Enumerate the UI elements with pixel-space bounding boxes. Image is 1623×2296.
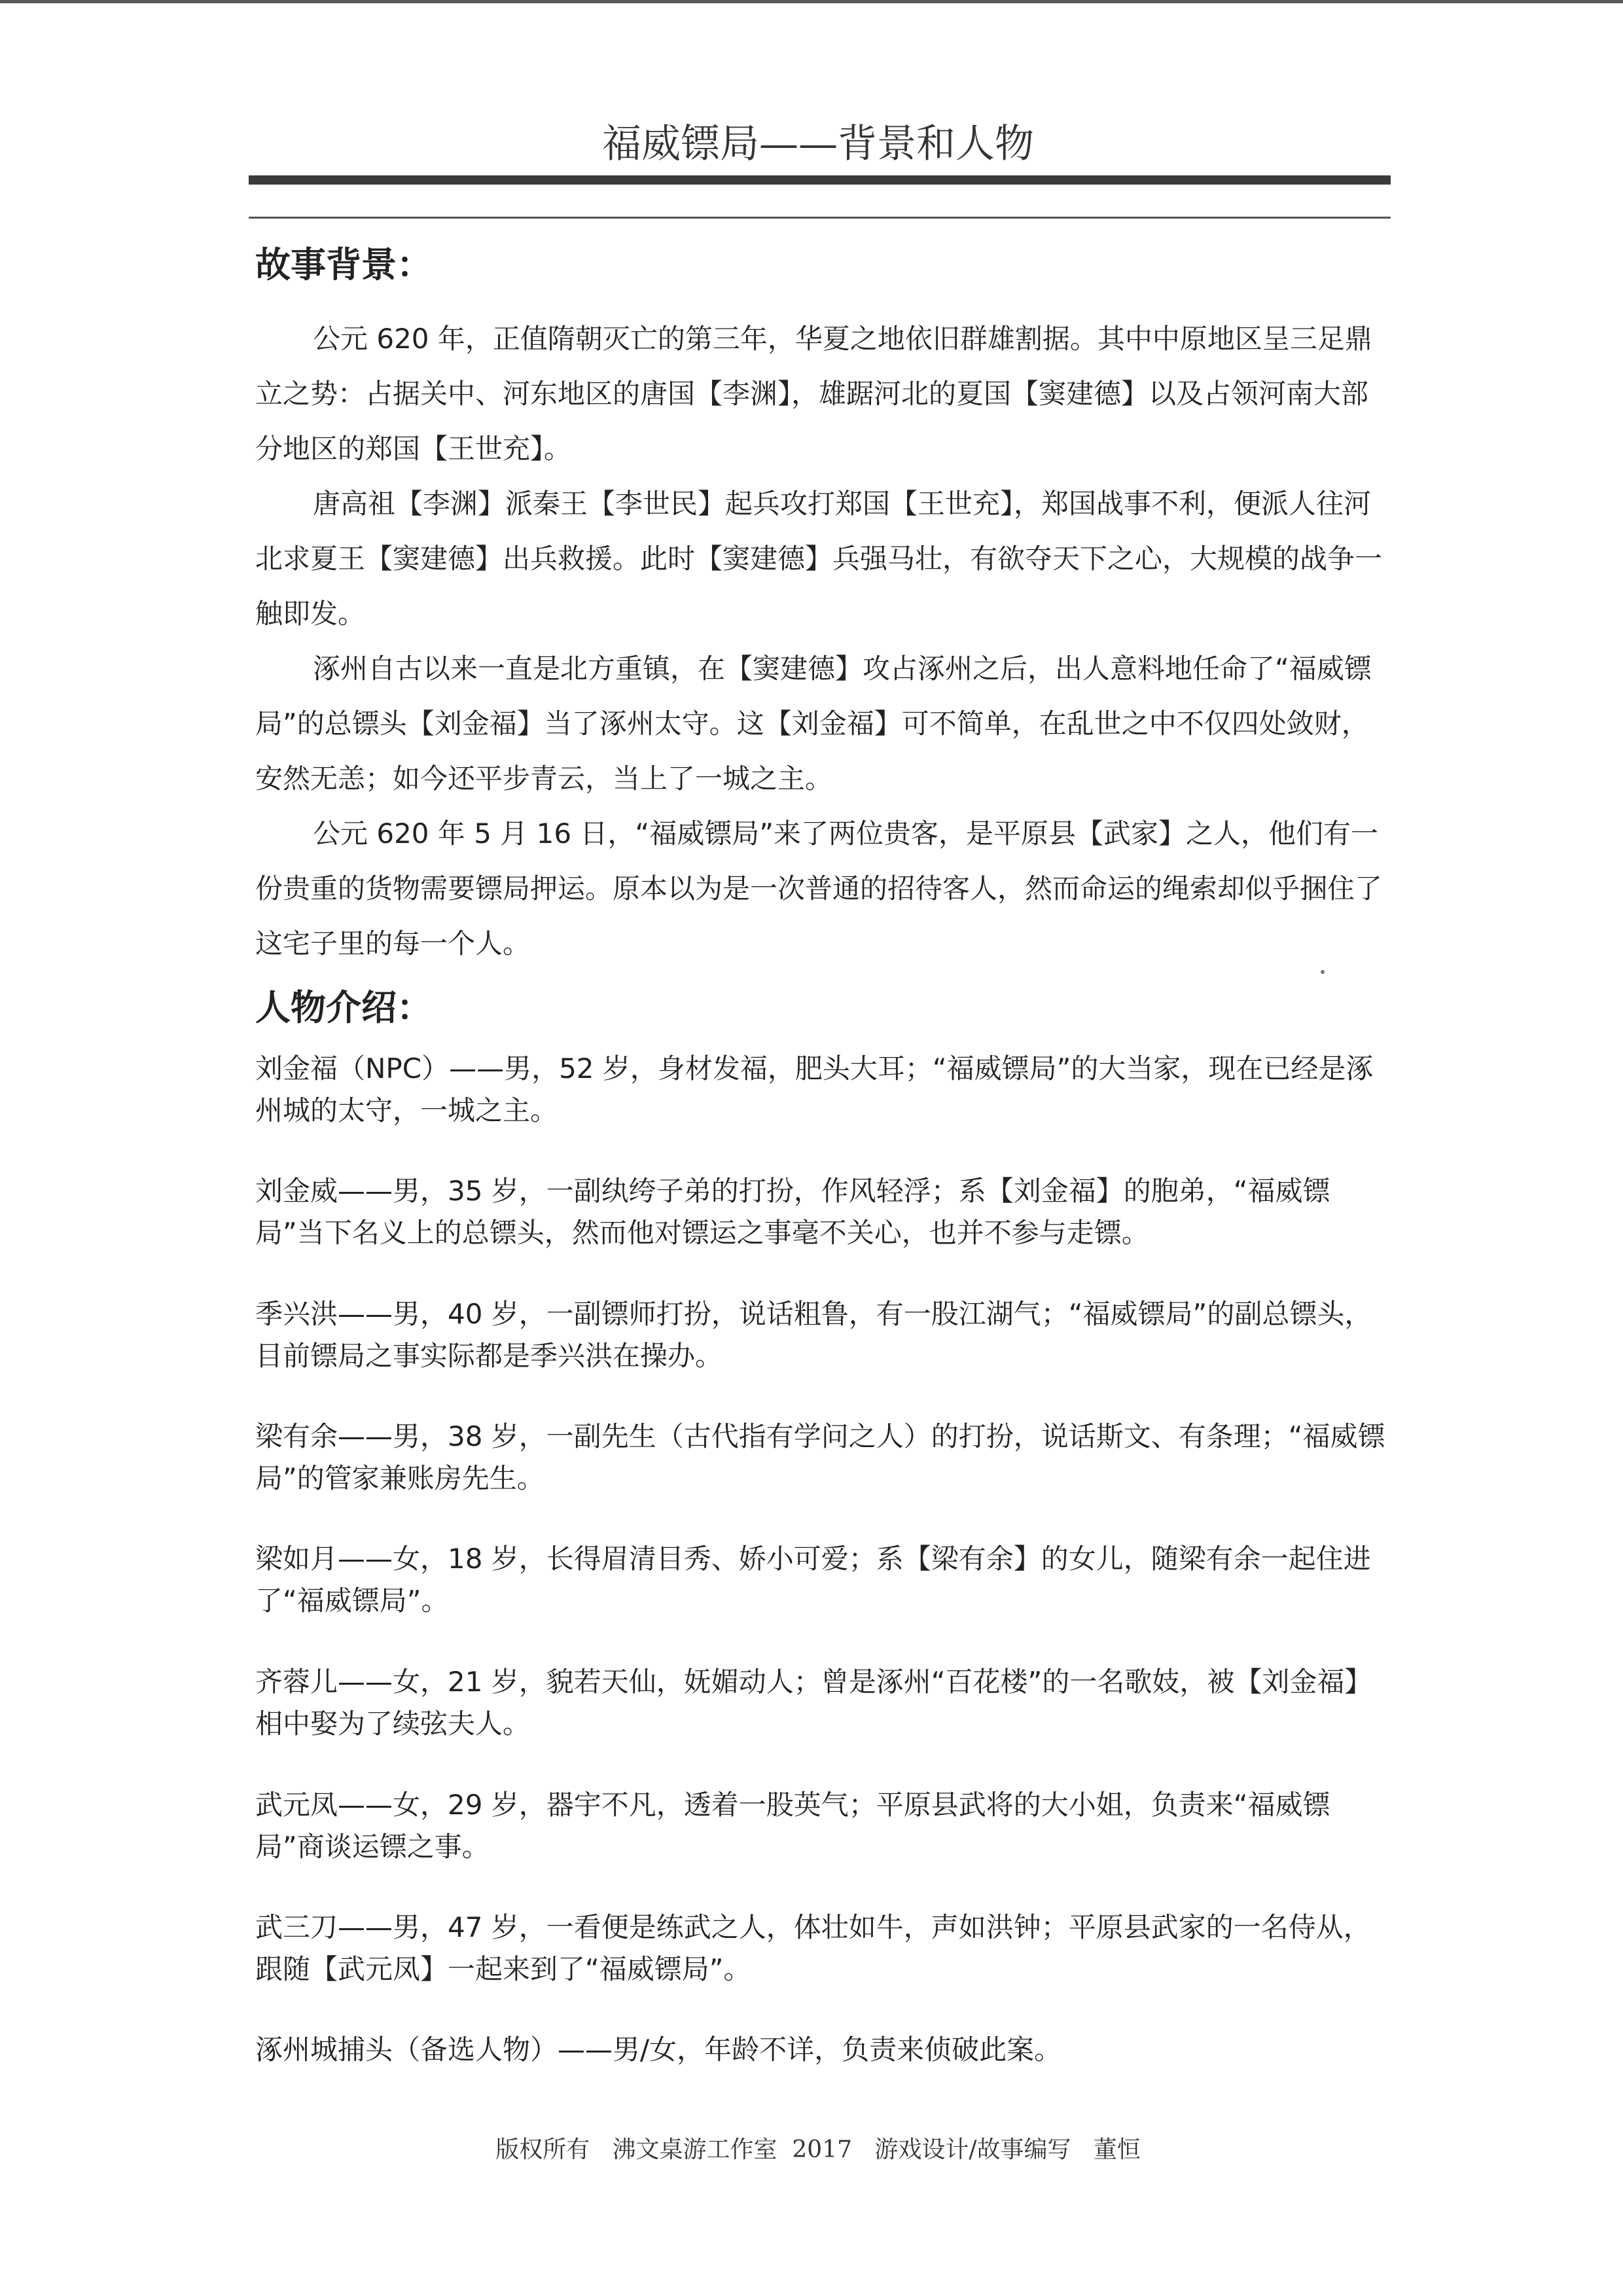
character-entry-constable: 涿州城捕头（备选人物）——男/女，年龄不详，负责来侦破此案。 <box>255 2034 1062 2066</box>
characters-heading: 人物介绍： <box>255 987 432 1028</box>
character-entry-ji-xinghong: 季兴洪——男，40 岁，一副镖师打扮，说话粗鲁，有一股江湖气；“福威镖局”的副总镖头，目前镖局之事实际都是季兴洪在操办。 <box>255 1298 1372 1372</box>
title-rule-thick <box>249 175 1391 185</box>
document-title: 福威镖局——背景和人物 <box>602 121 1034 167</box>
copyright-footer: 版权所有 沸文桌游工作室 2017 游戏设计/故事编写 董恒 <box>495 2136 1141 2163</box>
background-paragraph-3: 涿州自古以来一直是北方重镇，在【窦建德】攻占涿州之后，出人意料地任命了“福威镖局”的总镖头【刘金福】当了涿州太守。这【刘金福】可不简单，在乱世之中不仅四处敛财，安然无恙；如今还平步青云，当上了一城之主。 <box>255 653 1372 795</box>
background-paragraph-4: 公元 620 年 5 月 16 日，“福威镖局”来了两位贵客，是平原县【武家】之人，他们有一份贵重的货物需要镖局押运。原本以为是一次普通的招待客人，然而命运的绳索却似乎捆住了这宅子里的每一个人。 <box>255 817 1383 960</box>
character-entry-liu-jinfu: 刘金福（NPC）——男，52 岁，身材发福，肥头大耳；“福威镖局”的大当家，现在已经是涿州城的太守，一城之主。 <box>255 1052 1374 1126</box>
character-entry-wu-sandao: 武三刀——男，47 岁，一看便是练武之人，体壮如牛，声如洪钟；平原县武家的一名侍从，跟随【武元凤】一起来到了“福威镖局”。 <box>255 1911 1371 1985</box>
background-heading: 故事背景： <box>255 244 432 285</box>
background-paragraph-2: 唐高祖【李渊】派秦王【李世民】起兵攻打郑国【王世充】，郑国战事不利，便派人往河北求夏王【窦建德】出兵救援。此时【窦建德】兵强马壮，有欲夺天下之心，大规模的战争一触即发。 <box>255 488 1383 630</box>
character-entry-liang-ruyue: 梁如月——女，18 岁，长得眉清目秀、娇小可爱；系【梁有余】的女儿，随梁有余一起住进了“福威镖局”。 <box>255 1543 1371 1617</box>
character-entry-liu-jinwei: 刘金威——男，35 岁，一副纨绔子弟的打扮，作风轻浮；系【刘金福】的胞弟，“福威镖局”当下名义上的总镖头，然而他对镖运之事毫不关心，也并不参与走镖。 <box>255 1175 1330 1249</box>
character-entry-wu-yuanfeng: 武元凤——女，29 岁，器宇不凡，透着一股英气；平原县武将的大小姐，负责来“福威镖局”商谈运镖之事。 <box>255 1789 1330 1863</box>
character-entry-qi-ronger: 齐蓉儿——女，21 岁，貌若天仙，妩媚动人；曾是涿州“百花楼”的一名歌妓，被【刘金福】相中娶为了续弦夫人。 <box>255 1666 1372 1740</box>
scan-speck <box>1321 970 1325 974</box>
background-paragraph-1: 公元 620 年，正值隋朝灭亡的第三年，华夏之地依旧群雄割据。其中中原地区呈三足鼎立之势：占据关中、河东地区的唐国【李渊】，雄踞河北的夏国【窦建德】以及占领河南大部分地区的郑国【王世充】。 <box>255 323 1372 465</box>
scan-edge <box>0 0 1623 3</box>
title-rule-thin <box>249 217 1391 219</box>
character-entry-liang-youyu: 梁有余——男，38 岁，一副先生（古代指有学问之人）的打扮，说话斯文、有条理；“福威镖局”的管家兼账房先生。 <box>255 1420 1385 1494</box>
